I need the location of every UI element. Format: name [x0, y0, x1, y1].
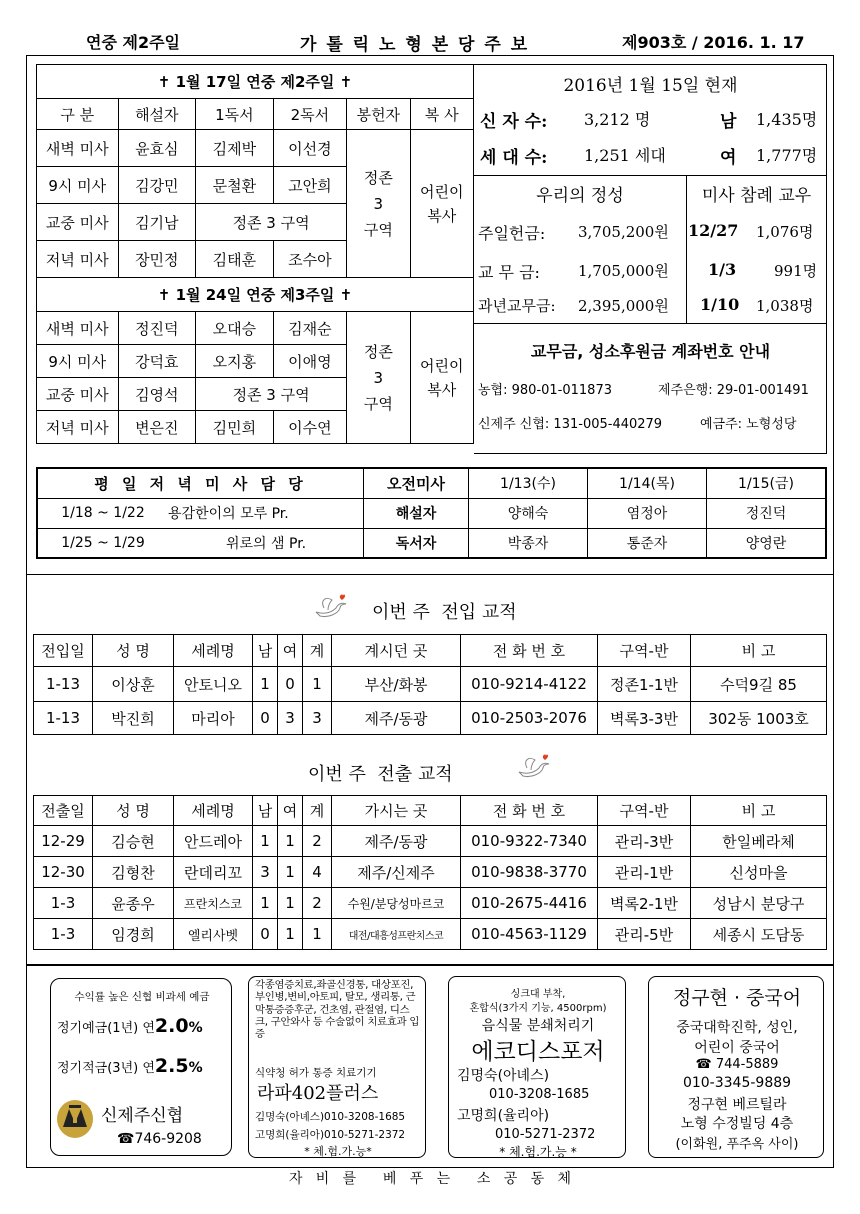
- cell: 신성마을: [691, 857, 827, 888]
- transfer-in-title: 이번 주 전입 교적: [372, 602, 517, 623]
- col-header: 비 고: [691, 635, 827, 667]
- transfer-out-table: [33, 795, 827, 950]
- offering-value: 1,705,000원: [578, 262, 669, 280]
- col-header: 성 명: [93, 796, 174, 826]
- accounts-title: 교무금, 성소후원금 계좌번호 안내: [530, 342, 771, 361]
- header-title: 가 톨 릭 노 형 본 당 주 보: [300, 35, 530, 55]
- ad4-line4: 노형 수정빌딩 4층: [680, 1116, 794, 1132]
- transfer-out-wrap: [33, 795, 827, 950]
- offering-line: 정존: [363, 342, 393, 361]
- offering-cell: [347, 312, 410, 444]
- ad-rapa402: [248, 976, 426, 1158]
- cell: 1-13: [34, 702, 93, 735]
- mass-name: 새벽 미사: [37, 312, 119, 345]
- male-label: 남: [720, 112, 737, 132]
- cell: 오지홍: [196, 345, 274, 378]
- ad4-line5: (이화원, 푸주옥 사이): [675, 1137, 799, 1152]
- cell: 3: [303, 702, 332, 735]
- cell: 0: [278, 667, 303, 702]
- cell: 1: [253, 667, 278, 702]
- cell: 010-9322-7340: [461, 826, 598, 857]
- account-line: 예금주: 노형성당: [700, 417, 797, 432]
- col-header: 계: [303, 635, 332, 667]
- morning-title: 오전미사: [364, 468, 469, 498]
- weekday-table: [36, 467, 827, 559]
- divider: [474, 323, 827, 324]
- ad1-pct: %: [188, 1020, 203, 1036]
- mass-name: 교중 미사: [37, 378, 119, 411]
- col-header: 가시는 곳: [332, 796, 461, 826]
- stats-date: 2016년 1월 15일 현재: [563, 76, 738, 96]
- cell: 302동 1003호: [691, 702, 827, 735]
- cell: 성남시 분당구: [691, 888, 827, 919]
- cell: 제주/신제주: [332, 857, 461, 888]
- mass-name: 저녁 미사: [37, 241, 119, 278]
- account-line: 신제주 신협: 131-005-440279: [478, 417, 663, 432]
- cell: 제주/동광: [332, 702, 461, 735]
- col-header: 세례명: [174, 635, 253, 667]
- ad2-name: 라파402플러스: [257, 1083, 379, 1104]
- ad1-line1: 수익률 높은 신협 비과세 예금: [74, 991, 210, 1003]
- ad2-line2: 식약청 허가 통증 치료기기: [255, 1067, 377, 1079]
- cell: 관리-3반: [598, 826, 691, 857]
- ad1-savings-label: 정기적금(3년) 연: [57, 1061, 155, 1076]
- ad2-text: 각종염증치료,좌골신경통, 대상포진,부인병,변비,아토피, 탈모, 생리통, 근막통증증후군, 건초염, 관절염, 디스크, 구안와사 등 수술없이 치료효과 입증: [255, 979, 420, 1041]
- cell: 벽록3-3반: [598, 702, 691, 735]
- mass-name: 새벽 미사: [37, 130, 119, 167]
- cell: 변은진: [118, 411, 196, 444]
- teachers-count: 1,038명: [756, 297, 814, 315]
- cell: 한일베라체: [691, 826, 827, 857]
- weekday-table-wrap: [36, 467, 827, 559]
- cell: 대전/대흥성프란치스코: [332, 919, 461, 950]
- female-label: 여: [720, 148, 737, 168]
- dove-icon: [515, 752, 551, 780]
- cell: 장민정: [118, 241, 196, 278]
- ad3-name: 에코디스포저: [471, 1039, 605, 1065]
- ad3-phone2: 010-5271-2372: [495, 1127, 596, 1142]
- col-header: 남: [253, 796, 278, 826]
- server-cell: [410, 312, 473, 444]
- mass-name: 저녁 미사: [37, 411, 119, 444]
- week2-title: ✝ 1월 24일 연중 제3주일 ✝: [37, 278, 474, 312]
- ad1-deposit-label: 정기예금(1년) 연: [57, 1021, 155, 1036]
- col-header: 복 사: [410, 99, 473, 130]
- reader: 박종자: [469, 528, 588, 558]
- teachers-date: 1/3: [708, 260, 737, 279]
- mass-name: 9시 미사: [37, 167, 119, 204]
- commentator: 정진덕: [707, 498, 827, 528]
- header-left: 연중 제2주일: [86, 33, 180, 52]
- ad-credit-union: [50, 978, 232, 1156]
- col-header: 남: [253, 635, 278, 667]
- ad1-deposit: [57, 1015, 203, 1037]
- cell: 3: [253, 857, 278, 888]
- col-header: 여: [278, 635, 303, 667]
- cell: 0: [253, 919, 278, 950]
- believers-label: 신 자 수:: [480, 112, 548, 132]
- ad3-footer: * 체.험.가.능 *: [499, 1145, 577, 1159]
- cell: 010-9838-3770: [461, 857, 598, 888]
- cell: 안토니오: [174, 667, 253, 702]
- teachers-date: 12/27: [688, 221, 739, 240]
- week1-table: [36, 64, 474, 444]
- cell: 정존 3 구역: [196, 378, 347, 411]
- cell: 1: [253, 826, 278, 857]
- transfer-in-wrap: [33, 634, 827, 735]
- ad3-line2: 혼합식(3가지 기능, 4500rpm): [469, 1003, 607, 1014]
- cell: 마리아: [174, 702, 253, 735]
- weekday-group: 위로의 샘 Pr.: [168, 528, 364, 558]
- offering-line: 구역: [363, 394, 393, 413]
- cell: 1: [253, 888, 278, 919]
- offering-label: 주일헌금:: [478, 224, 546, 243]
- weekday-title: 평 일 저 녁 미 사 담 당: [37, 468, 364, 498]
- cell: 정진덕: [118, 312, 196, 345]
- cell: 1: [278, 919, 303, 950]
- ad2-footer: * 체.험.가.능*: [304, 1145, 372, 1158]
- col-header: 봉헌자: [347, 99, 410, 130]
- ad2-contact2: 고명희(율리아)010-5271-2372: [255, 1129, 406, 1141]
- ad3-line1: 싱크대 부착,: [510, 989, 566, 1000]
- col-header: 여: [278, 796, 303, 826]
- schedule-block: [36, 64, 474, 454]
- server-line: 어린이: [420, 356, 464, 375]
- server-line: 어린이: [420, 182, 464, 201]
- cell: 010-4563-1129: [461, 919, 598, 950]
- cell: 이애영: [273, 345, 347, 378]
- cell: 김형찬: [93, 857, 174, 888]
- cell: 1: [303, 667, 332, 702]
- account-line: 농협: 980-01-011873: [478, 383, 612, 398]
- cell: 엘리사벳: [174, 919, 253, 950]
- reader: 양영란: [707, 528, 827, 558]
- col-header: 세례명: [174, 796, 253, 826]
- cell: 벽록2-1반: [598, 888, 691, 919]
- ad3-line3: 음식물 분쇄처리기: [481, 1018, 595, 1034]
- ad1-savings: [57, 1055, 203, 1077]
- offering-label: 과년교무금:: [478, 297, 556, 315]
- reader-label: 독서자: [364, 528, 469, 558]
- transfer-out-title: 이번 주 전출 교적: [308, 764, 453, 785]
- col-header: 계시던 곳: [332, 635, 461, 667]
- week1-title: ✝ 1월 17일 연중 제2주일 ✝: [37, 65, 474, 99]
- cell: 2: [303, 888, 332, 919]
- female-value: 1,777명: [756, 146, 818, 165]
- ad3-contact2: 고명희(율리아): [457, 1108, 550, 1124]
- day-header: 1/13(수): [469, 468, 588, 498]
- offering-value: 3,705,200원: [578, 223, 669, 241]
- col-header: 전 화 번 호: [461, 635, 598, 667]
- col-header: 계: [303, 796, 332, 826]
- offering-title: 우리의 정성: [536, 186, 624, 206]
- cell: 1-3: [34, 919, 93, 950]
- weekday-group: 용감한이의 모루 Pr.: [168, 498, 364, 528]
- offering-line: 3: [373, 194, 384, 213]
- commentator-label: 해설자: [364, 498, 469, 528]
- day-header: 1/14(목): [588, 468, 707, 498]
- cell: 2: [303, 826, 332, 857]
- cell: 부산/화봉: [332, 667, 461, 702]
- cell: 4: [303, 857, 332, 888]
- cell: 박진희: [93, 702, 174, 735]
- col-header: 성 명: [93, 635, 174, 667]
- teachers-date: 1/10: [700, 295, 740, 314]
- divider: [474, 175, 827, 176]
- commentator: 염정아: [588, 498, 707, 528]
- male-value: 1,435명: [756, 110, 818, 129]
- cell: 김제박: [196, 130, 274, 167]
- cell: 수원/분당성마르코: [332, 888, 461, 919]
- offering-line: 정존: [363, 168, 393, 187]
- server-cell: [410, 130, 473, 278]
- cell: 이상훈: [93, 667, 174, 702]
- cell: 1: [303, 919, 332, 950]
- ad4-line2: 어린이 중국어: [694, 1040, 780, 1056]
- cell: 12-30: [34, 857, 93, 888]
- teachers-title: 미사 참례 교우: [701, 186, 812, 206]
- cell: 김영석: [118, 378, 196, 411]
- ad4-title: 정구현 · 중국어: [672, 987, 802, 1009]
- ad1-pct2: %: [188, 1060, 203, 1076]
- ad-ecodisposer: [448, 976, 626, 1158]
- ad1-phone: ☎746-9208: [117, 1131, 202, 1147]
- cell: 고안희: [273, 167, 347, 204]
- cell: 정존 3 구역: [196, 204, 347, 241]
- ad3-phone1: 010-3208-1685: [489, 1087, 590, 1102]
- offering-value: 2,395,000원: [578, 297, 669, 315]
- cell: 관리-5반: [598, 919, 691, 950]
- cell: 정존1-1반: [598, 667, 691, 702]
- cell: 윤효심: [118, 130, 196, 167]
- mass-name: 9시 미사: [37, 345, 119, 378]
- stats-block: [474, 64, 827, 454]
- offering-line: 3: [373, 368, 384, 387]
- cell: 프란치스코: [174, 888, 253, 919]
- col-header: 2독서: [273, 99, 347, 130]
- cell: 12-29: [34, 826, 93, 857]
- credit-union-logo: [55, 1097, 95, 1139]
- cell: 010-2675-4416: [461, 888, 598, 919]
- weekday-dates: 1/18 ~ 1/22: [37, 498, 168, 528]
- col-header: 1독서: [196, 99, 274, 130]
- ad2-contact1: 김명숙(아녜스)010-3208-1685: [255, 1111, 406, 1123]
- cell: 1-13: [34, 667, 93, 702]
- cell: 윤종우: [93, 888, 174, 919]
- cell: 이수연: [273, 411, 347, 444]
- cell: 1: [278, 826, 303, 857]
- cell: 010-2503-2076: [461, 702, 598, 735]
- ad1-rate1: 2.0: [154, 1015, 189, 1037]
- cell: 조수아: [273, 241, 347, 278]
- cell: 김기남: [118, 204, 196, 241]
- cell: 김승현: [93, 826, 174, 857]
- account-line: 제주은행: 29-01-001491: [658, 383, 809, 398]
- server-line: 복사: [427, 206, 457, 225]
- ad4-phone2: 010-3345-9889: [682, 1075, 792, 1091]
- server-line: 복사: [427, 380, 457, 399]
- ad3-contact1: 김명숙(아녜스): [457, 1068, 550, 1084]
- cell: 란데리꼬: [174, 857, 253, 888]
- cell: 강덕효: [118, 345, 196, 378]
- cell: 이선경: [273, 130, 347, 167]
- cell: 세종시 도담동: [691, 919, 827, 950]
- cell: 제주/동광: [332, 826, 461, 857]
- cell: 3: [278, 702, 303, 735]
- ad1-rate2: 2.5: [154, 1055, 189, 1077]
- cell: 문철환: [196, 167, 274, 204]
- col-header: 구역-반: [598, 635, 691, 667]
- col-header: 전 화 번 호: [461, 796, 598, 826]
- cell: 오대승: [196, 312, 274, 345]
- col-header: 구 분: [37, 99, 119, 130]
- mass-name: 교중 미사: [37, 204, 119, 241]
- cell: 수덕9길 85: [691, 667, 827, 702]
- cell: 010-9214-4122: [461, 667, 598, 702]
- dove-icon: [312, 592, 348, 620]
- households-value: 1,251 세대: [584, 146, 666, 165]
- day-header: 1/15(금): [707, 468, 827, 498]
- believers-value: 3,212 명: [584, 110, 651, 129]
- cell: 관리-1반: [598, 857, 691, 888]
- cell: 김태훈: [196, 241, 274, 278]
- cell: 김민희: [196, 411, 274, 444]
- cell: 1: [278, 857, 303, 888]
- col-header: 비 고: [691, 796, 827, 826]
- weekday-dates: 1/25 ~ 1/29: [37, 528, 168, 558]
- teachers-count: 991명: [774, 262, 818, 280]
- ad4-line3: 정구현 베르틸라: [687, 1097, 787, 1113]
- col-header: 구역-반: [598, 796, 691, 826]
- offering-label: 교 무 금:: [478, 263, 540, 282]
- footer-motto: 자 비 를 베 푸 는 소 공 동 체: [288, 1171, 572, 1187]
- cell: 1: [278, 888, 303, 919]
- cell: 안드레아: [174, 826, 253, 857]
- cell: 김강민: [118, 167, 196, 204]
- reader: 통준자: [588, 528, 707, 558]
- offering-cell: [347, 130, 410, 278]
- offering-line: 구역: [363, 220, 393, 239]
- cell: 1-3: [34, 888, 93, 919]
- ad-chinese-academy: [648, 976, 824, 1158]
- ad4-line1: 중국대학진학, 성인,: [676, 1020, 798, 1036]
- col-header: 전입일: [34, 635, 93, 667]
- ad1-name: 신제주신협: [101, 1106, 184, 1126]
- cell: 김재순: [273, 312, 347, 345]
- commentator: 양해숙: [469, 498, 588, 528]
- header-issue: 제903호 / 2016. 1. 17: [622, 33, 805, 52]
- cell: 임경희: [93, 919, 174, 950]
- transfer-in-table: [33, 634, 827, 735]
- households-label: 세 대 수:: [480, 148, 548, 168]
- col-header: 해설자: [118, 99, 196, 130]
- teachers-count: 1,076명: [756, 223, 814, 241]
- col-header: 전출일: [34, 796, 93, 826]
- cell: 0: [253, 702, 278, 735]
- ad4-phone1: ☎ 744-5889: [695, 1057, 779, 1072]
